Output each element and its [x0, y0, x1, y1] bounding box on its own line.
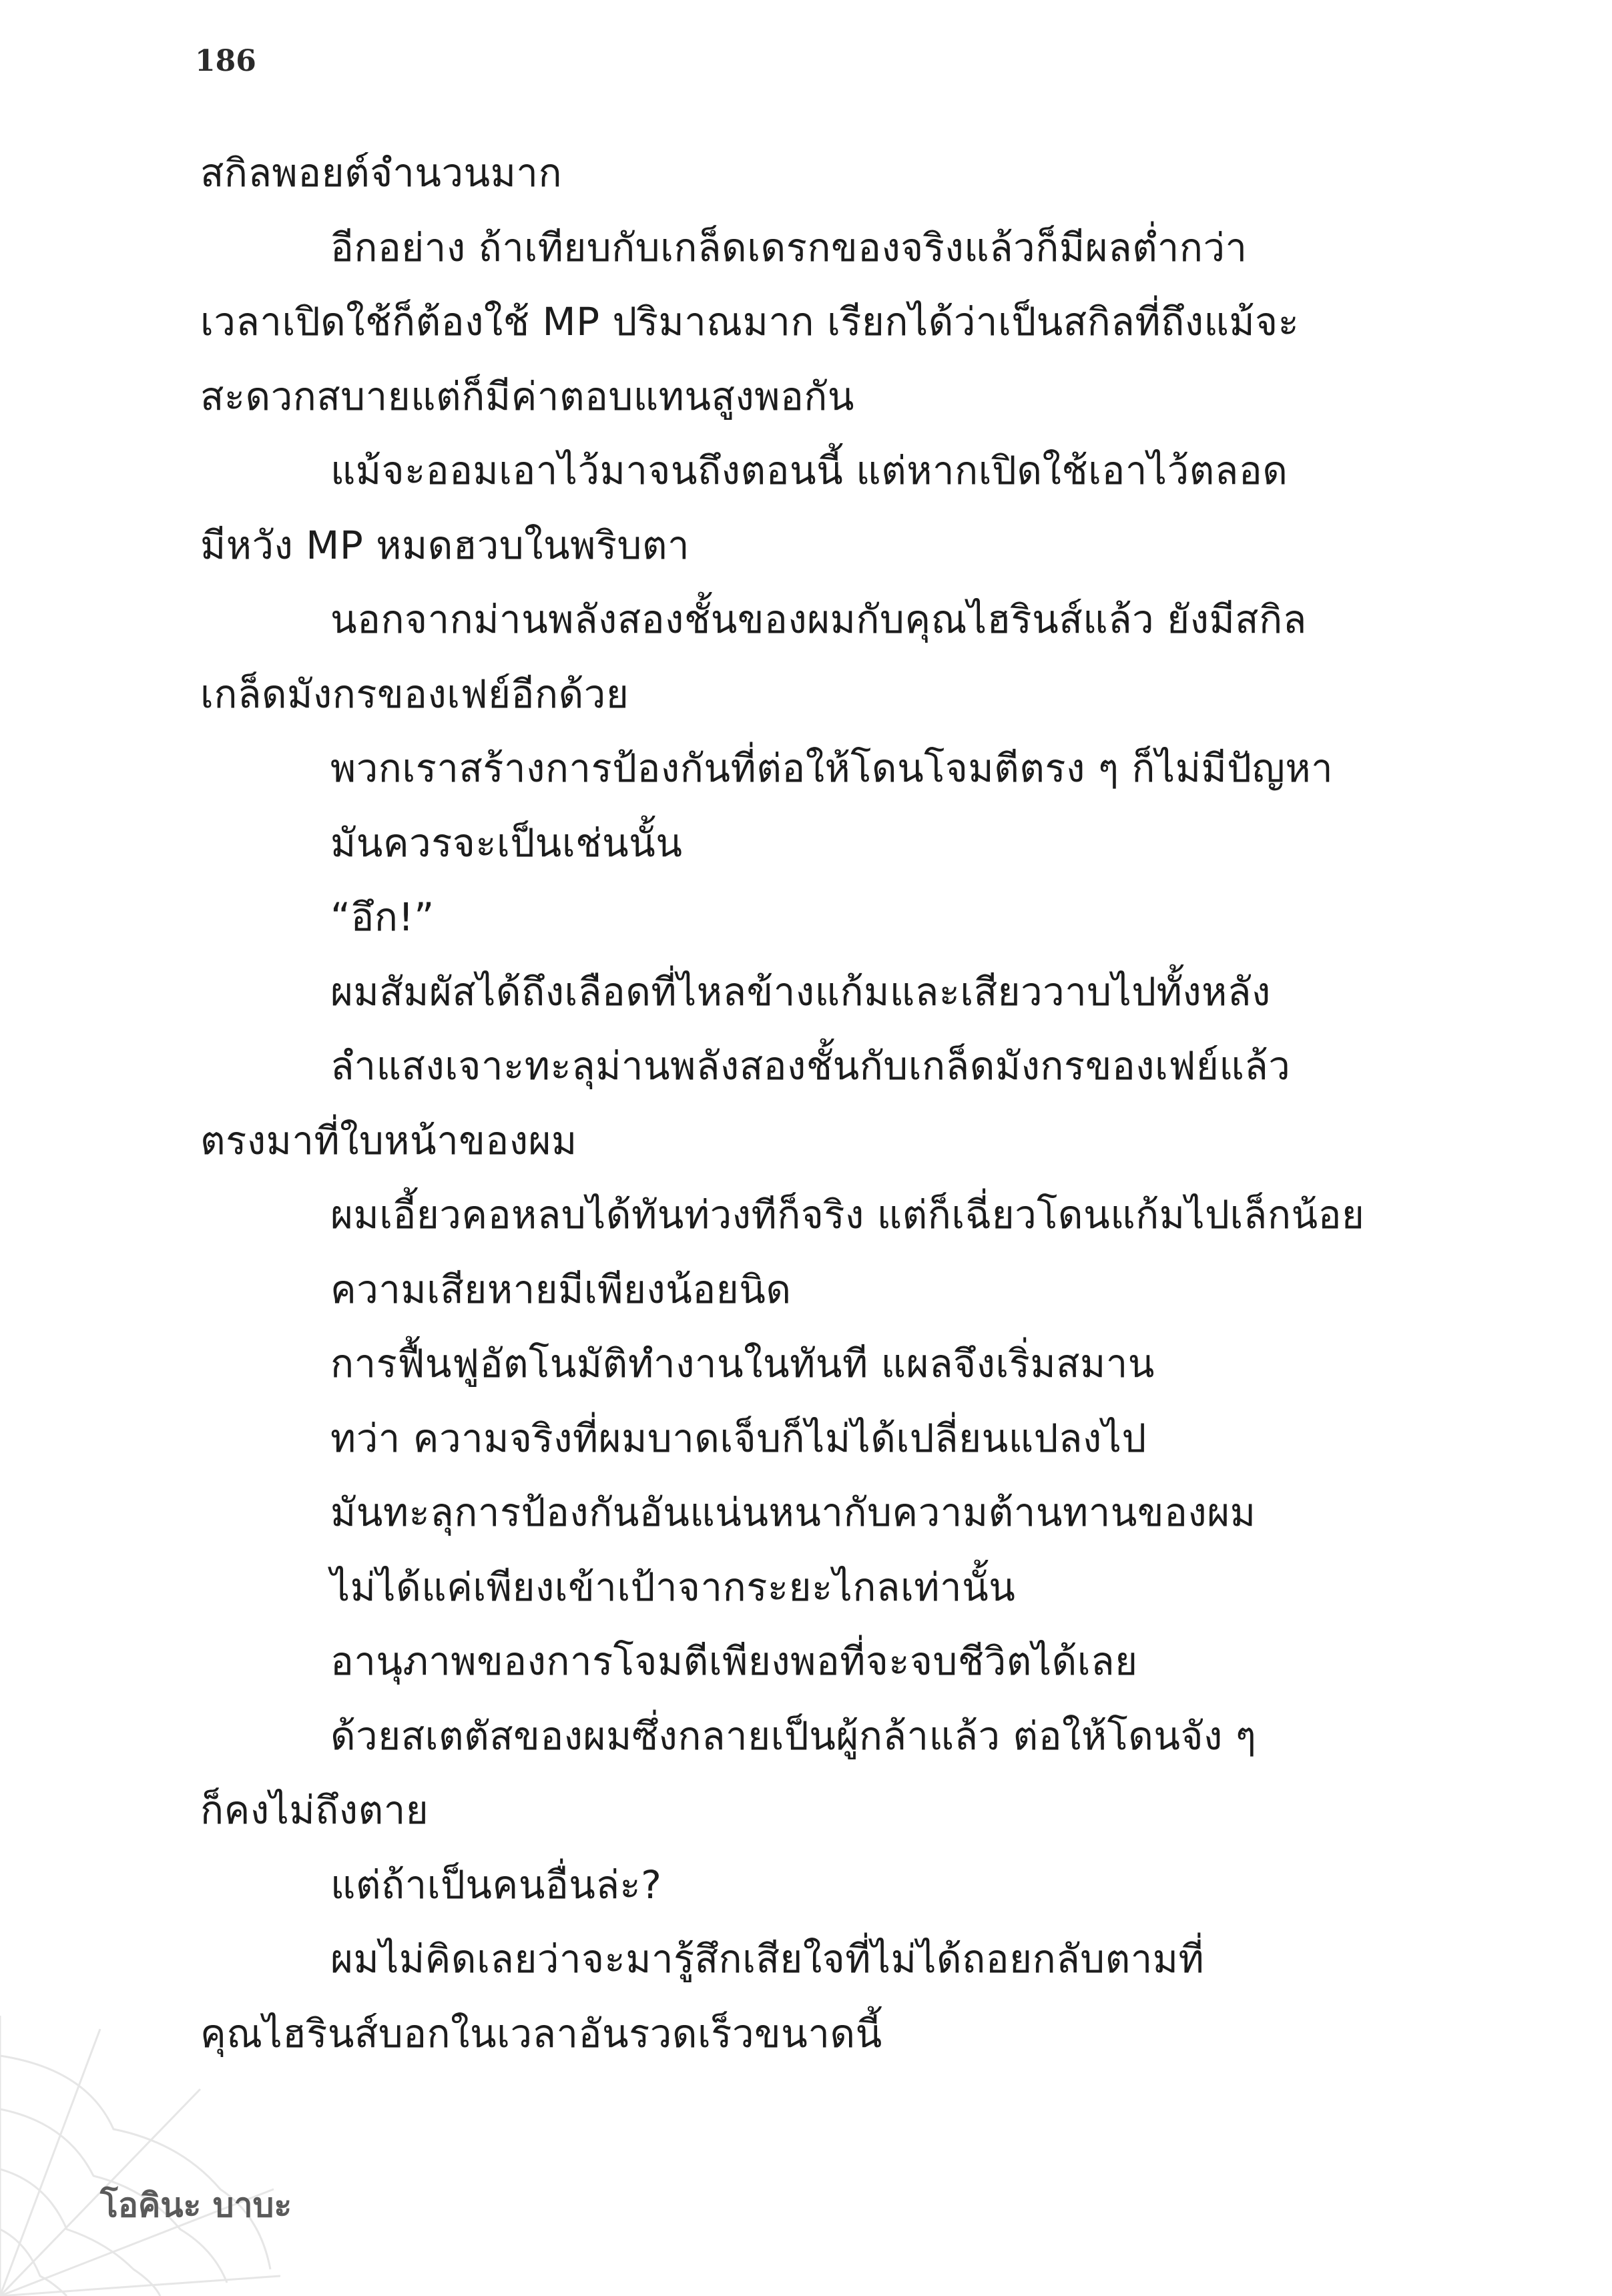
text-line: ก็คงไม่ถึงตาย — [200, 1787, 429, 1833]
text-line: มันควรจะเป็นเช่นนั้น — [330, 820, 683, 866]
text-line: ลำแสงเจาะทะลุม่านพลังสองชั้นกับเกล็ดมังกรของเฟย์แล้ว — [330, 1043, 1291, 1089]
text-line: ไม่ได้แค่เพียงเข้าเป้าจากระยะไกลเท่านั้น — [330, 1564, 1016, 1610]
text-line: มีหวัง MP หมดฮวบในพริบตา — [200, 522, 690, 568]
text-line: แม้จะออมเอาไว้มาจนถึงตอนนี้ แต่หากเปิดใช้เอาไว้ตลอด — [330, 448, 1288, 493]
text-line: “อึก!” — [330, 894, 435, 940]
text-line: สะดวกสบายแต่ก็มีค่าตอบแทนสูงพอกัน — [200, 373, 855, 419]
text-line: อีกอย่าง ถ้าเทียบกับเกล็ดเดรกของจริงแล้วก็มีผลต่ำกว่า — [330, 224, 1248, 270]
spider-web-icon — [0, 1989, 280, 2296]
page-number: 186 — [195, 44, 256, 78]
text-line: อานุภาพของการโจมตีเพียงพอที่จะจบชีวิตได้เลย — [330, 1639, 1138, 1684]
text-line: ตรงมาที่ใบหน้าของผม — [200, 1117, 577, 1163]
text-line: ผมสัมผัสได้ถึงเลือดที่ไหลข้างแก้มและเสียววาบไปทั้งหลัง — [330, 968, 1271, 1015]
text-line: ทว่า ความจริงที่ผมบาดเจ็บก็ไม่ได้เปลี่ยนแปลงไป — [330, 1415, 1147, 1461]
text-line: สกิลพอยต์จำนวนมาก — [200, 150, 563, 196]
text-line: เกล็ดมังกรของเฟย์อีกด้วย — [200, 671, 629, 717]
text-line: มันทะลุการป้องกันอันแน่นหนากับความต้านทานของผม — [330, 1490, 1256, 1535]
text-line: ด้วยสเตตัสของผมซึ่งกลายเป็นผู้กล้าแล้ว ต่อให้โดนจัง ๆ — [330, 1713, 1257, 1759]
text-line: พวกเราสร้างการป้องกันที่ต่อให้โดนโจมตีตรง ๆ ก็ไม่มีปัญหา — [330, 746, 1334, 791]
text-line: ผมเอี้ยวคอหลบได้ทันท่วงทีก็จริง แต่ก็เฉี่ยวโดนแก้มไปเล็กน้อย — [330, 1192, 1365, 1237]
text-line: ความเสียหายมีเพียงน้อยนิด — [330, 1266, 792, 1312]
text-line: ผมไม่คิดเลยว่าจะมารู้สึกเสียใจที่ไม่ได้ถอยกลับตามที่ — [330, 1936, 1205, 1982]
text-line: เวลาเปิดใช้ก็ต้องใช้ MP ปริมาณมาก เรียกได้ว่าเป็นสกิลที่ถึงแม้จะ — [200, 299, 1300, 344]
author-name: โอคินะ บาบะ — [100, 2186, 292, 2225]
text-line: คุณไฮรินส์บอกในเวลาอันรวดเร็วขนาดนี้ — [200, 2010, 882, 2056]
text-line: นอกจากม่านพลังสองชั้นของผมกับคุณไฮรินส์แล้ว ยังมีสกิล — [330, 597, 1307, 642]
text-line: การฟื้นฟูอัตโนมัติทำงานในทันที แผลจึงเริ่มสมาน — [330, 1341, 1155, 1386]
text-line: แต่ถ้าเป็นคนอื่นล่ะ? — [330, 1861, 662, 1908]
